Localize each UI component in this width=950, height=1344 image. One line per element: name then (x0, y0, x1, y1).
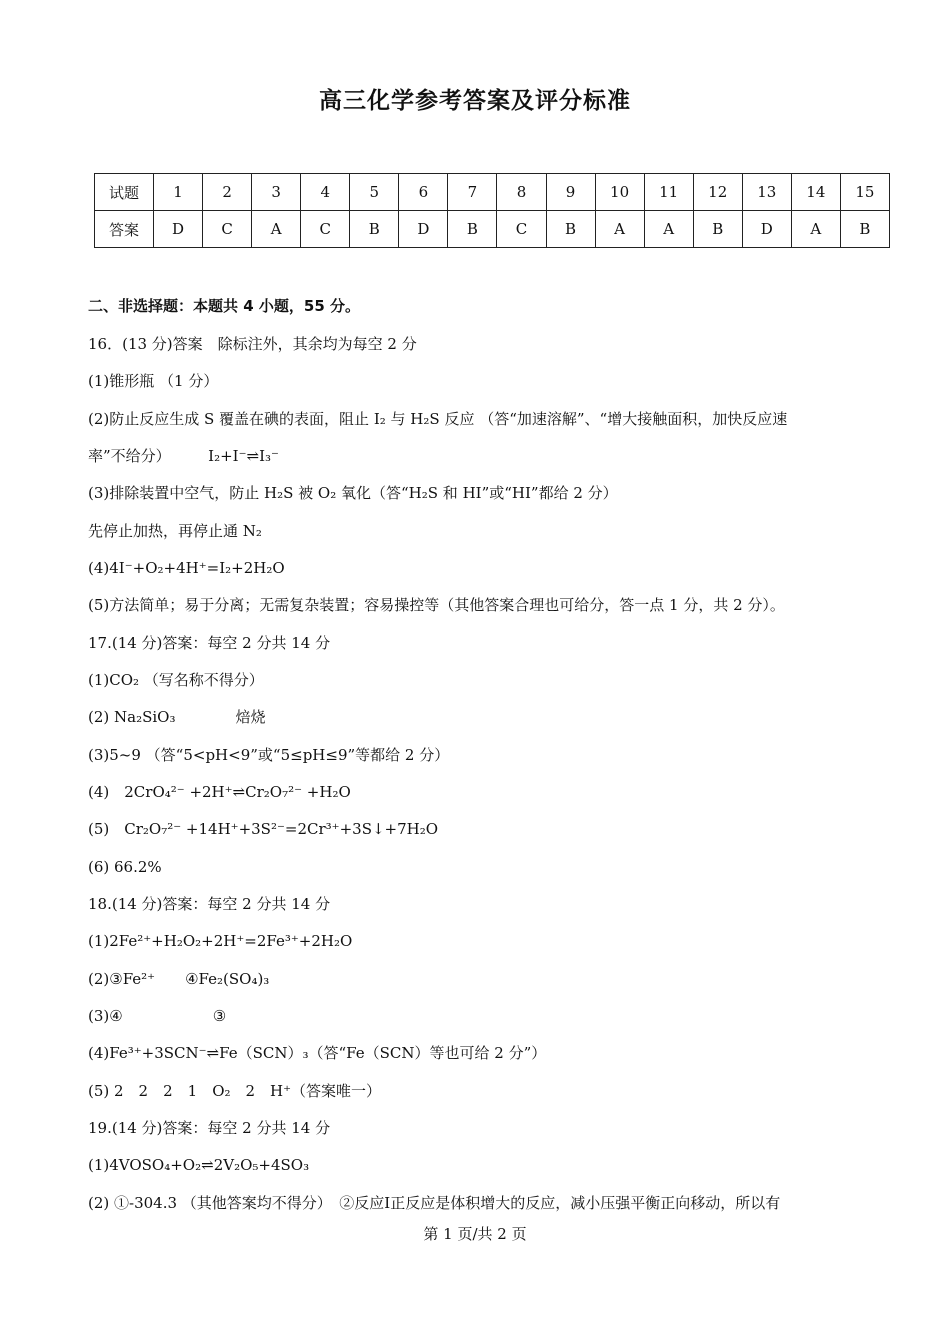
answer-line: 18.(14 分)答案：每空 2 分共 14 分 (88, 895, 331, 913)
question-number: 14 (791, 174, 840, 211)
answer-line: (5) Cr₂O₇²⁻ +14H⁺+3S²⁻=2Cr³⁺+3S↓+7H₂O (88, 820, 439, 838)
answer-line: 17.(14 分)答案：每空 2 分共 14 分 (88, 634, 331, 652)
answer-line: (1)4VOSO₄+O₂⇌2V₂O₅+4SO₃ (88, 1156, 310, 1174)
answer-line: (2)③Fe²⁺ ④Fe₂(SO₄)₃ (88, 970, 270, 988)
answer-line: 先停止加热，再停止通 N₂ (88, 522, 262, 540)
answer-line: (1)CO₂ （写名称不得分） (88, 671, 264, 689)
row-label-answers: 答案 (95, 211, 154, 248)
answer-cell: D (154, 211, 203, 248)
question-number: 1 (154, 174, 203, 211)
answer-cell: A (252, 211, 301, 248)
answer-cell: D (742, 211, 791, 248)
question-number: 2 (203, 174, 252, 211)
answer-cell: C (301, 211, 350, 248)
answer-line: (4) 2CrO₄²⁻ +2H⁺⇌Cr₂O₇²⁻ +H₂O (88, 783, 351, 801)
answer-line: (3)④ ③ (88, 1007, 227, 1025)
answer-line: (6) 66.2% (88, 858, 162, 876)
answer-line: (2) Na₂SiO₃ 焙烧 (88, 708, 266, 726)
section-heading: 二、非选择题：本题共 4 小题，55 分。 (88, 297, 360, 315)
answer-line: (5)方法简单；易于分离；无需复杂装置；容易操控等（其他答案合理也可给分，答一点 1 分，共 2 分）。 (88, 596, 785, 614)
answer-line: (4)Fe³⁺+3SCN⁻⇌Fe（SCN）₃（答“Fe（SCN）等也可给 2 分”） (88, 1044, 547, 1062)
answer-cell: C (203, 211, 252, 248)
question-number: 4 (301, 174, 350, 211)
question-number: 12 (693, 174, 742, 211)
row-label-questions: 试题 (95, 174, 154, 211)
answer-line: 率”不给分） I₂+I⁻⇌I₃⁻ (88, 447, 279, 465)
question-number: 5 (350, 174, 399, 211)
answer-cell: B (840, 211, 889, 248)
answer-line: (5) 2 2 2 1 O₂ 2 H⁺（答案唯一） (88, 1082, 382, 1100)
answer-cell: A (644, 211, 693, 248)
answer-cell: A (791, 211, 840, 248)
answer-cell: A (595, 211, 644, 248)
question-number: 7 (448, 174, 497, 211)
question-number: 13 (742, 174, 791, 211)
answer-line: (2) ①-304.3 （其他答案均不得分） ②反应Ⅰ正反应是体积增大的反应，减小压强平衡正向移动，所以有 (88, 1194, 781, 1212)
answer-cell: B (350, 211, 399, 248)
answer-table (94, 173, 890, 248)
question-number: 8 (497, 174, 546, 211)
answer-line: (4)4I⁻+O₂+4H⁺=I₂+2H₂O (88, 559, 285, 577)
question-number: 10 (595, 174, 644, 211)
page-title: 高三化学参考答案及评分标准 (319, 88, 631, 114)
answer-cell: B (546, 211, 595, 248)
answer-line: (3)排除装置中空气，防止 H₂S 被 O₂ 氧化（答“H₂S 和 HI”或“HI”都给 2 分） (88, 484, 618, 502)
answer-line: (3)5~9 （答“5<pH<9”或“5≤pH≤9”等都给 2 分） (88, 746, 450, 764)
answer-line: (1)2Fe²⁺+H₂O₂+2H⁺=2Fe³⁺+2H₂O (88, 932, 353, 950)
question-number: 11 (644, 174, 693, 211)
answer-cell: B (448, 211, 497, 248)
question-number: 6 (399, 174, 448, 211)
answer-cell: C (497, 211, 546, 248)
question-number: 3 (252, 174, 301, 211)
table-row-answers (95, 211, 890, 248)
answer-line: 19.(14 分)答案：每空 2 分共 14 分 (88, 1119, 331, 1137)
question-number: 15 (840, 174, 889, 211)
question-number: 9 (546, 174, 595, 211)
answer-line: (2)防止反应生成 S 覆盖在碘的表面，阻止 I₂ 与 H₂S 反应 （答“加速溶解”、“增大接触面积，加快反应速 (88, 410, 788, 428)
answer-line: (1)锥形瓶 （1 分） (88, 372, 219, 390)
answer-cell: B (693, 211, 742, 248)
table-row-questions (95, 174, 890, 211)
page-footer: 第 1 页/共 2 页 (423, 1225, 527, 1243)
answer-cell: D (399, 211, 448, 248)
answer-line: 16．(13 分)答案 除标注外，其余均为每空 2 分 (88, 335, 417, 353)
